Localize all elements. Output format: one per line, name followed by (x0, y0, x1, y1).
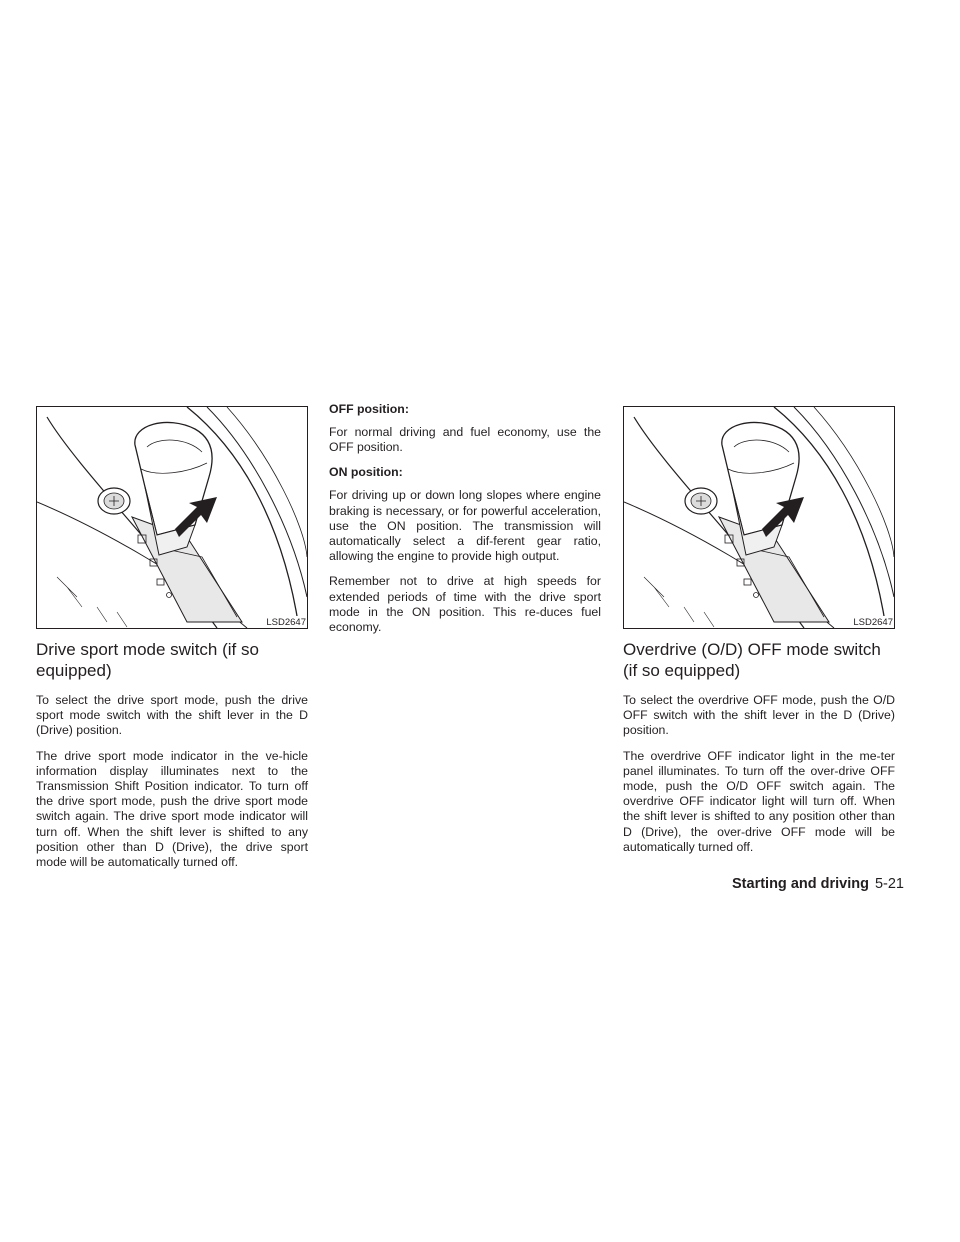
on-position-heading: ON position: (329, 465, 403, 480)
shift-lever-figure (623, 406, 895, 629)
shift-lever-illustration (624, 407, 894, 628)
drive-sport-heading: Drive sport mode switch (if so equipped) (36, 640, 259, 680)
page-number: 5-21 (874, 876, 904, 892)
figure-code: LSD2647 (850, 616, 893, 628)
left-column (36, 406, 308, 880)
off-position-heading: OFF position: (329, 402, 409, 416)
paragraph: For driving up or down long slopes where engine braking is necessary, or for powerful acceleration, use the ON position. The transmission will automatically select a dif-ferent gear ratio, allowing the engine to provide high output. (329, 488, 601, 564)
paragraph: For normal driving and fuel economy, use the OFF position. (329, 425, 601, 455)
paragraph: To select the drive sport mode, push the drive sport mode switch with the shift lever in the D (Drive) position. (36, 693, 308, 738)
shift-lever-figure (36, 406, 308, 629)
paragraph: The drive sport mode indicator in the ve-hicle information display illuminates next to the Transmission Shift Position indicator. To turn off the drive sport mode, push the drive sport mode switch again. The drive sport mode indicator will turn off. When the shift lever is shifted to any position other than D (Drive), the drive sport mode will be automatically turned off. (36, 748, 308, 870)
paragraph: Remember not to drive at high speeds for extended periods of time with the drive sport mode in the ON position. This re-duces fuel economy. (329, 574, 601, 635)
paragraph: The overdrive OFF indicator light in the me-ter panel illuminates. To turn off the over-drive OFF mode, push the O/D OFF switch again. The overdrive OFF indicator light will turn off. When the shift lever is shifted to any position other than D (Drive), the over-drive OFF mode will be automatically turned off. (623, 748, 895, 854)
page-footer (732, 876, 904, 892)
section-title: Starting and driving (732, 876, 869, 892)
overdrive-heading: Overdrive (O/D) OFF mode switch (if so equipped) (623, 640, 881, 680)
right-column (623, 406, 895, 865)
shift-lever-illustration (37, 407, 307, 628)
paragraph: To select the overdrive OFF mode, push the O/D OFF switch with the shift lever in the D (Drive) position. (623, 693, 895, 738)
middle-column (329, 402, 601, 645)
figure-code: LSD2647 (263, 616, 306, 628)
